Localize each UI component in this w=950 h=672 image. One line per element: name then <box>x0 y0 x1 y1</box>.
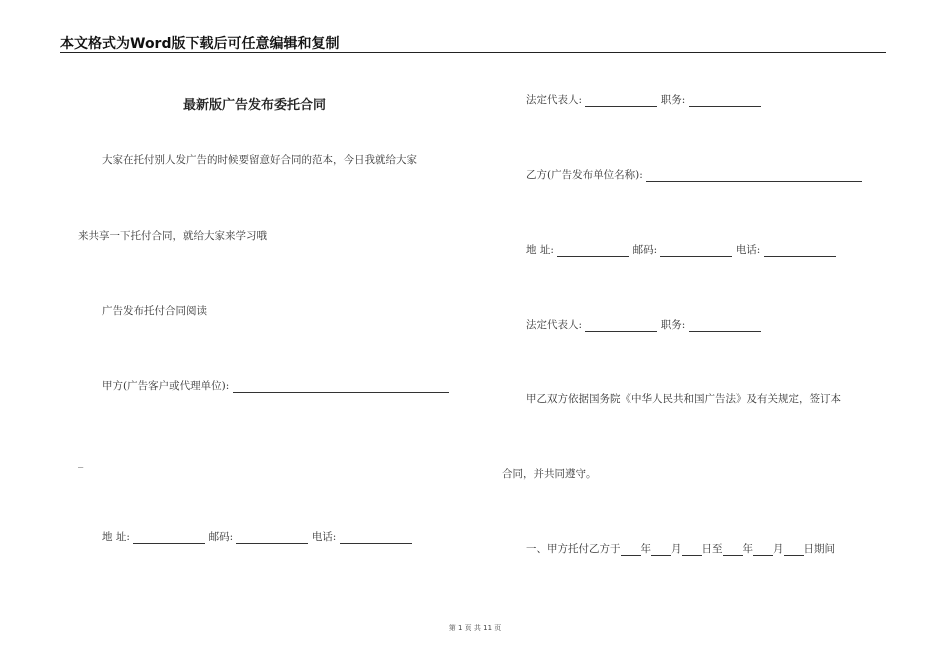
position-label: 职务: <box>660 319 686 331</box>
party-a-line <box>102 379 449 393</box>
start-year-blank <box>621 543 641 556</box>
document-header: 本文格式为Word版下载后可任意编辑和复制 <box>60 36 340 52</box>
page-footer <box>0 623 950 633</box>
legal-rep-label: 法定代表人: <box>526 319 583 331</box>
header-rule <box>60 52 886 53</box>
end-year-blank <box>723 543 743 556</box>
day-to-label: 日至 <box>701 543 723 555</box>
total-pages: 11 <box>483 624 493 632</box>
zip-blank <box>660 244 732 257</box>
position-label: 职务: <box>660 94 686 106</box>
party-b-blank <box>646 169 862 182</box>
legal-rep-blank <box>585 319 657 332</box>
right-legal-rep-line-1 <box>526 93 761 107</box>
zip-label: 邮码: <box>632 244 658 256</box>
footer-prefix: 第 <box>448 624 456 632</box>
end-day-blank <box>784 543 804 556</box>
left-address-line <box>102 530 412 544</box>
legal-rep-blank <box>585 94 657 107</box>
end-month-blank <box>753 543 773 556</box>
address-blank <box>133 531 205 544</box>
document-title: 最新版广告发布委托合同 <box>183 98 327 113</box>
start-day-blank <box>682 543 702 556</box>
address-label: 地 址: <box>526 244 554 256</box>
tel-label: 电话: <box>311 531 337 543</box>
paragraph-intro-1: 大家在托付别人发广告的时候要留意好合同的范本，今日我就给大家 <box>102 154 417 166</box>
address-label: 地 址: <box>102 531 130 543</box>
paragraph-basis-2: 合同，并共同遵守。 <box>502 468 597 480</box>
paragraph-basis-1: 甲乙双方依据国务院《中华人民共和国广告法》及有关规定，签订本 <box>526 393 841 405</box>
clause-1-line <box>526 542 835 556</box>
footer-suffix: 页 <box>494 624 502 632</box>
position-blank <box>689 94 761 107</box>
year-label: 年 <box>640 543 651 555</box>
party-a-label: 甲方(广告客户或代理单位): <box>102 380 230 392</box>
tel-blank <box>340 531 412 544</box>
zip-blank <box>236 531 308 544</box>
legal-rep-label: 法定代表人: <box>526 94 583 106</box>
tel-blank <box>764 244 836 257</box>
month-label: 月 <box>773 543 784 555</box>
footer-total-word: 共 <box>473 624 481 632</box>
tel-label: 电话: <box>735 244 761 256</box>
current-page: 1 <box>457 624 463 632</box>
zip-label: 邮码: <box>208 531 234 543</box>
start-month-blank <box>651 543 671 556</box>
address-blank <box>557 244 629 257</box>
period-label: 日期间 <box>803 543 835 555</box>
footer-page-word: 页 <box>464 624 472 632</box>
party-a-blank <box>233 380 449 393</box>
right-legal-rep-line-2 <box>526 318 761 332</box>
year-label: 年 <box>742 543 753 555</box>
clause-1-prefix: 一、甲方托付乙方于 <box>526 543 621 555</box>
month-label: 月 <box>671 543 682 555</box>
party-b-line <box>526 168 862 182</box>
dash-mark: _ <box>78 456 84 468</box>
right-address-line <box>526 243 836 257</box>
position-blank <box>689 319 761 332</box>
party-b-label: 乙方(广告发布单位名称): <box>526 169 643 181</box>
paragraph-intro-2: 来共享一下托付合同，就给大家来学习哦 <box>78 230 267 242</box>
paragraph-intro-3: 广告发布托付合同阅读 <box>102 305 207 317</box>
